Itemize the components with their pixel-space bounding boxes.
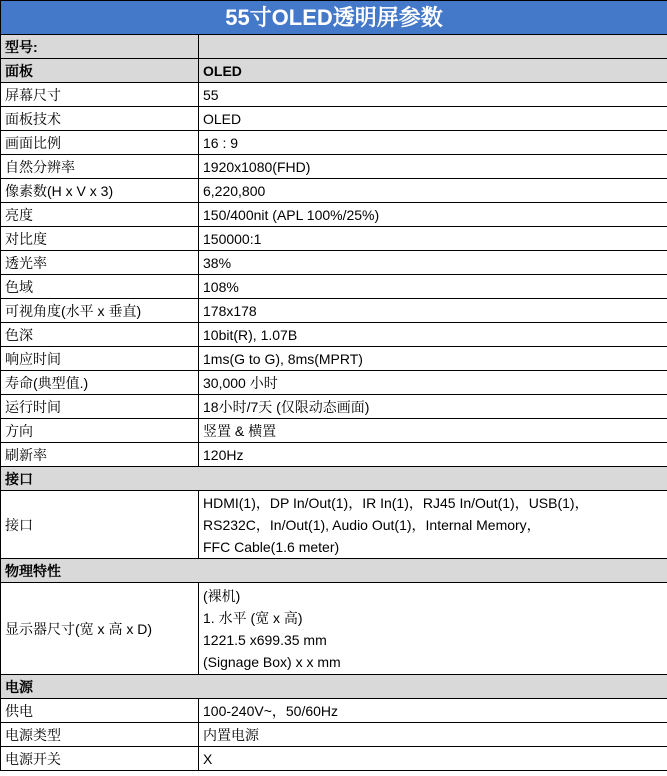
row-label: 色深 xyxy=(1,323,199,347)
row-label: 屏幕尺寸 xyxy=(1,83,199,107)
row-value: 120Hz xyxy=(199,443,667,467)
interface-label: 接口 xyxy=(1,491,199,559)
model-value xyxy=(199,35,667,59)
row-label: 色域 xyxy=(1,275,199,299)
interface-value: HDMI(1)，DP In/Out(1)，IR In(1)，RJ45 In/Out(1)，USB(1)， RS232C，In/Out(1), Audio Out(1)，Internal Memory， FFC Cable(1.6 meter) xyxy=(199,491,667,559)
row-value: 1ms(G to G), 8ms(MPRT) xyxy=(199,347,667,371)
row-value: 100-240V~，50/60Hz xyxy=(199,699,667,723)
row-value: 150/400nit (APL 100%/25%) xyxy=(199,203,667,227)
row-label: 像素数(H x V x 3) xyxy=(1,179,199,203)
model-label: 型号: xyxy=(1,35,199,59)
row-label: 自然分辨率 xyxy=(1,155,199,179)
row-value: 178x178 xyxy=(199,299,667,323)
row-label: 运行时间 xyxy=(1,395,199,419)
row-label: 画面比例 xyxy=(1,131,199,155)
row-value: 10bit(R), 1.07B xyxy=(199,323,667,347)
row-value: 55 xyxy=(199,83,667,107)
row-value: 18小时/7天 (仅限动态画面) xyxy=(199,395,667,419)
section-panel-label: 面板 xyxy=(1,59,199,83)
section-panel-value: OLED xyxy=(199,59,667,83)
row-value: 1920x1080(FHD) xyxy=(199,155,667,179)
display-size-label: 显示器尺寸(宽 x 高 x D) xyxy=(1,583,199,675)
row-value: 38% xyxy=(199,251,667,275)
row-label: 电源类型 xyxy=(1,723,199,747)
page-title: 55寸OLED透明屏参数 xyxy=(1,1,667,35)
row-value: 竖置 & 横置 xyxy=(199,419,667,443)
display-size-value: (裸机) 1. 水平 (宽 x 高) 1221.5 x699.35 mm (Signage Box) x x mm xyxy=(199,583,667,675)
row-label: 面板技术 xyxy=(1,107,199,131)
row-value: OLED xyxy=(199,107,667,131)
row-value: X xyxy=(199,747,667,771)
row-label: 透光率 xyxy=(1,251,199,275)
row-label: 刷新率 xyxy=(1,443,199,467)
section-power-label: 电源 xyxy=(1,675,667,699)
section-interface-label: 接口 xyxy=(1,467,667,491)
row-label: 寿命(典型值.) xyxy=(1,371,199,395)
row-label: 对比度 xyxy=(1,227,199,251)
row-value: 16 : 9 xyxy=(199,131,667,155)
row-value: 108% xyxy=(199,275,667,299)
row-value: 150000:1 xyxy=(199,227,667,251)
row-value: 30,000 小时 xyxy=(199,371,667,395)
row-label: 供电 xyxy=(1,699,199,723)
section-physical-label: 物理特性 xyxy=(1,559,667,583)
row-label: 响应时间 xyxy=(1,347,199,371)
row-label: 方向 xyxy=(1,419,199,443)
row-label: 电源开关 xyxy=(1,747,199,771)
row-value: 内置电源 xyxy=(199,723,667,747)
row-label: 可视角度(水平 x 垂直) xyxy=(1,299,199,323)
row-label: 亮度 xyxy=(1,203,199,227)
row-value: 6,220,800 xyxy=(199,179,667,203)
